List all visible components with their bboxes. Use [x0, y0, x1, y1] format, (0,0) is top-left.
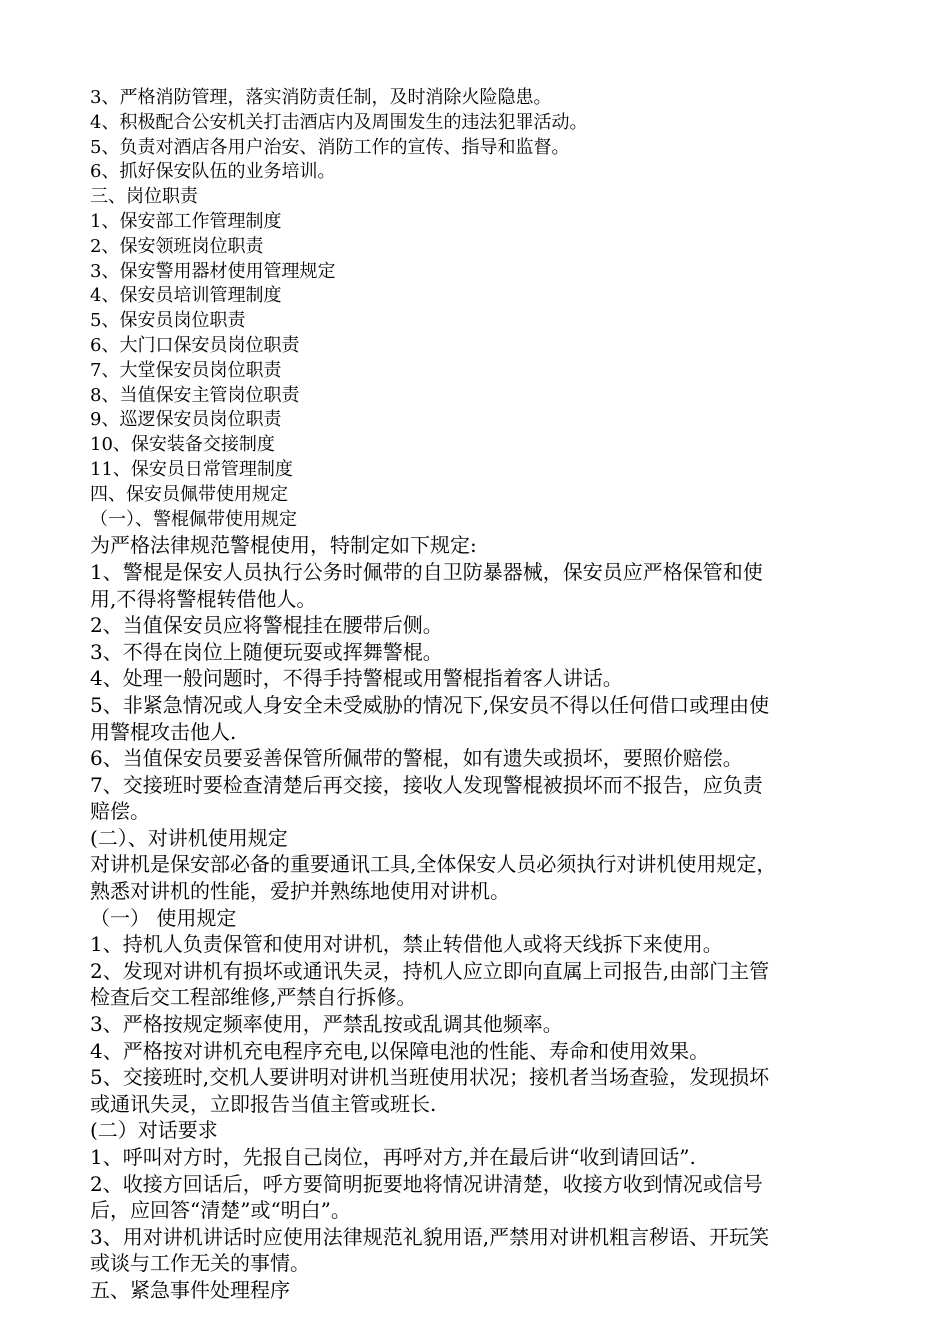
text-line: 或谈与工作无关的事情。 [90, 1251, 310, 1276]
text-line: 7、交接班时要检查清楚后再交接，接收人发现警棍被损坏而不报告，应负责 [90, 772, 763, 797]
text-line: 8、当值保安主管岗位职责 [90, 384, 300, 406]
text-line: 1、持机人负责保管和使用对讲机，禁止转借他人或将天线拆下来使用。 [90, 932, 723, 957]
text-line: 3、保安警用器材使用管理规定 [90, 260, 336, 282]
text-line: 检查后交工程部维修,严禁自行拆修。 [90, 985, 417, 1010]
text-line: 对讲机是保安部必备的重要通讯工具,全体保安人员必须执行对讲机使用规定， [90, 852, 777, 877]
text-line: 5、非紧急情况或人身安全未受威胁的情况下,保安员不得以任何借口或理由使 [90, 692, 770, 717]
text-line: 三、岗位职责 [90, 186, 198, 208]
document-page [90, 86, 880, 1304]
text-line: 4、积极配合公安机关打击酒店内及周围发生的违法犯罪活动。 [90, 111, 588, 133]
text-line: 5、负责对酒店各用户治安、消防工作的宣传、指导和监督。 [90, 136, 570, 158]
text-line: 6、当值保安员要妥善保管所佩带的警棍，如有遗失或损坏，要照价赔偿。 [90, 746, 743, 771]
text-line: 3、不得在岗位上随便玩耍或挥舞警棍。 [90, 639, 443, 664]
text-line: 2、当值保安员应将警棍挂在腰带后侧。 [90, 613, 443, 638]
text-line: 4、严格按对讲机充电程序充电,以保障电池的性能、寿命和使用效果。 [90, 1038, 710, 1063]
text-line: (二）、对讲机使用规定 [90, 825, 288, 850]
text-line: 或通讯失灵，立即报告当值主管或班长. [90, 1091, 437, 1116]
document-body [90, 86, 880, 1304]
text-line: 4、处理一般问题时，不得手持警棍或用警棍指着客人讲话。 [90, 666, 623, 691]
text-line: 3、严格消防管理，落实消防责任制，及时消除火险隐患。 [90, 87, 552, 108]
text-line: 5、交接班时,交机人要讲明对讲机当班使用状况；接机者当场查验，发现损坏 [90, 1065, 770, 1090]
text-line: 五、紧急事件处理程序 [90, 1277, 290, 1302]
text-line: 2、保安领班岗位职责 [90, 235, 264, 257]
text-line: 10、保安装备交接制度 [90, 434, 275, 456]
text-line: 用警棍攻击他人. [90, 719, 237, 744]
text-line: （一）、警棍佩带使用规定 [90, 508, 297, 530]
text-line: 用,不得将警棍转借他人。 [90, 586, 317, 611]
text-line: 11、保安员日常管理制度 [90, 458, 293, 480]
text-line: 为严格法律规范警棍使用，特制定如下规定: [90, 533, 477, 558]
text-line: 6、抓好保安队伍的业务培训。 [90, 161, 336, 183]
text-line: 赔偿。 [90, 799, 150, 824]
text-line: 7、大堂保安员岗位职责 [90, 359, 282, 381]
text-line: 1、警棍是保安人员执行公务时佩带的自卫防暴器械，保安员应严格保管和使 [90, 559, 763, 584]
text-line: 四、保安员佩带使用规定 [90, 483, 288, 505]
text-line: 9、巡逻保安员岗位职责 [90, 409, 282, 431]
text-line: 1、呼叫对方时，先报自己岗位，再呼对方,并在最后讲“收到请回话”. [90, 1145, 696, 1169]
text-line: 1、保安部工作管理制度 [90, 210, 282, 232]
text-line: 后，应回答“清楚”或“明白”。 [90, 1198, 351, 1223]
text-line: 2、收接方回话后，呼方要简明扼要地将情况讲清楚，收接方收到情况或信号 [90, 1171, 763, 1196]
text-line: 3、严格按规定频率使用，严禁乱按或乱调其他频率。 [90, 1012, 563, 1037]
text-line: （一） 使用规定 [90, 905, 237, 930]
text-line: 3、用对讲机讲话时应使用法律规范礼貌用语,严禁用对讲机粗言秽语、开玩笑 [90, 1224, 770, 1249]
text-line: 5、保安员岗位职责 [90, 310, 246, 332]
text-line: 4、保安员培训管理制度 [90, 285, 282, 307]
text-line: (二）对话要求 [90, 1118, 218, 1143]
text-line: 6、大门口保安员岗位职责 [90, 334, 300, 356]
text-line: 熟悉对讲机的性能，爱护并熟练地使用对讲机。 [90, 879, 510, 904]
text-line: 2、发现对讲机有损坏或通讯失灵，持机人应立即向直属上司报告,由部门主管 [90, 958, 770, 983]
